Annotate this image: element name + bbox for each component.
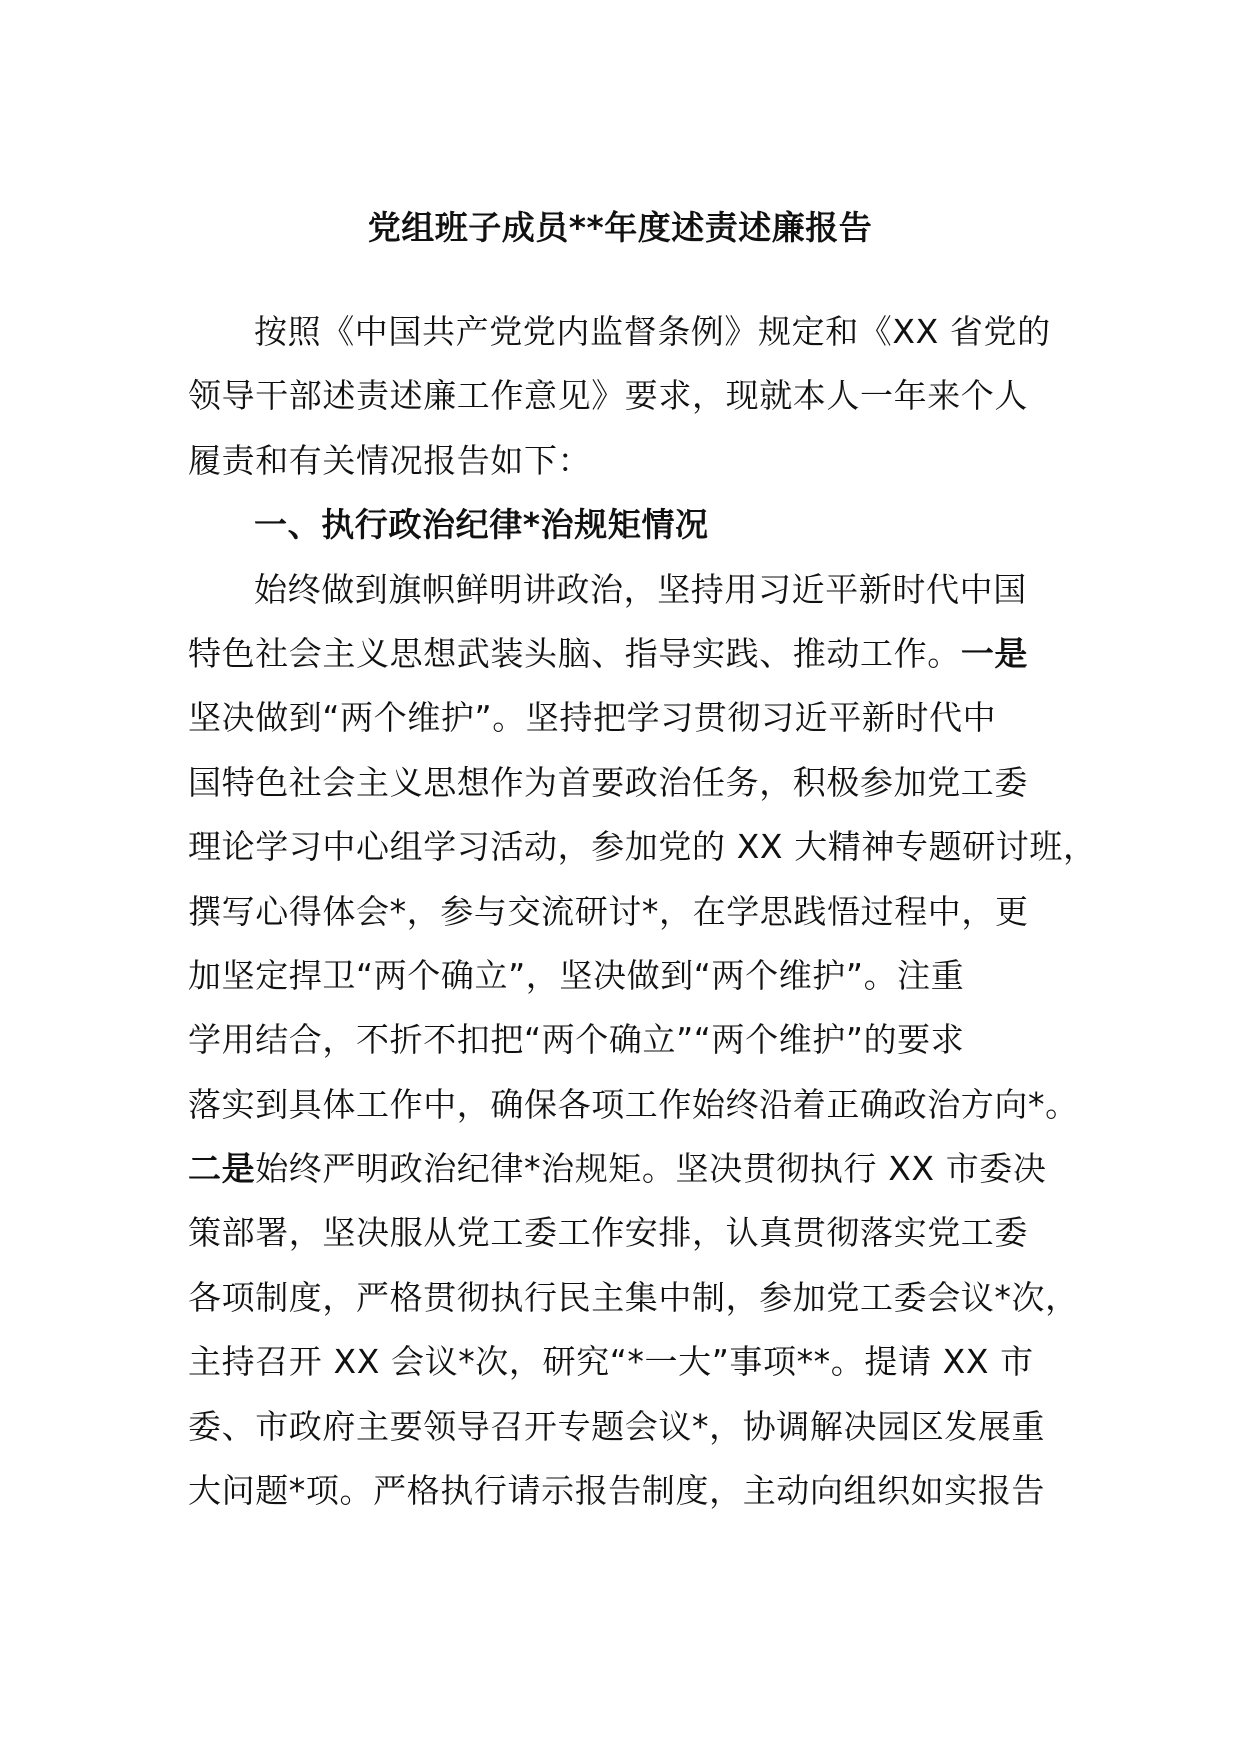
point-marker-1: 一是 — [960, 633, 1029, 673]
line-text: 特色社会主义思想武装头脑、指导实践、推动工作。 — [188, 633, 961, 673]
paragraph-line: 国特色社会主义思想作为首要政治任务，积极参加党工委 — [188, 762, 1028, 802]
paragraph-line: 坚决做到“两个维护”。坚持把学习贯彻习近平新时代中 — [188, 698, 997, 738]
point-marker-2: 二是 — [188, 1149, 256, 1189]
paragraph-line: 学用结合，不折不扣把“两个确立”“两个维护”的要求 — [188, 1020, 965, 1060]
paragraph-line: 履责和有关情况报告如下： — [188, 440, 592, 480]
paragraph-line: 委、市政府主要领导召开专题会议*，协调解决园区发展重 — [188, 1406, 1046, 1446]
paragraph-line: 按照《中国共产党党内监督条例》规定和《XX 省党的 — [254, 312, 1051, 351]
paragraph-line: 主持召开 XX 会议*次，研究“*一大”事项**。提请 XX 市 — [188, 1342, 1034, 1382]
paragraph-line — [188, 622, 1088, 686]
paragraph-line: 始终做到旗帜鲜明讲政治，坚持用习近平新时代中国 — [254, 569, 1027, 609]
paragraph-line: 大问题*项。严格执行请示报告制度，主动向组织如实报告 — [188, 1471, 1046, 1511]
paragraph-line: 各项制度，严格贯彻执行民主集中制，参加党工委会议*次， — [188, 1277, 1079, 1317]
paragraph-line — [188, 1137, 1088, 1201]
section-heading: 一、执行政治纪律*治规矩情况 — [254, 505, 709, 545]
paragraph-line: 加坚定捍卫“两个确立”，坚决做到“两个维护”。注重 — [188, 955, 965, 995]
paragraph-line: 落实到具体工作中，确保各项工作始终沿着正确政治方向*。 — [188, 1084, 1079, 1124]
line-text: 始终严明政治纪律*治规矩。坚决贯彻执行 XX 市委决 — [255, 1149, 1047, 1189]
paragraph-line: 撰写心得体会*，参与交流研讨*，在学思践悟过程中，更 — [188, 891, 1029, 931]
document-body — [188, 300, 1097, 1523]
document-title: 党组班子成员**年度述责述廉报告 — [367, 208, 873, 247]
paragraph-line: 理论学习中心组学习活动，参加党的 XX 大精神专题研讨班， — [188, 827, 1097, 867]
paragraph-line: 策部署，坚决服从党工委工作安排，认真贯彻落实党工委 — [188, 1213, 1028, 1253]
paragraph-line: 领导干部述责述廉工作意见》要求，现就本人一年来个人 — [188, 376, 1028, 416]
